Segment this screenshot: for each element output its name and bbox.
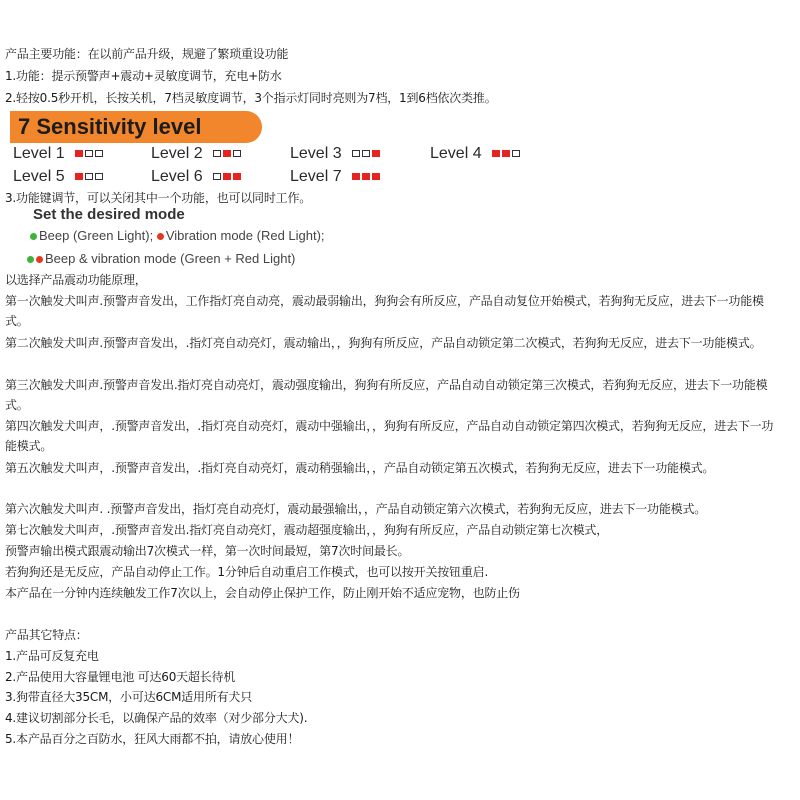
intro-line-3: 2.轻按0.5秒开机，长按关机，7档灵敏度调节，3个指示灯同时亮则为7档，1到6档依次类推。 bbox=[5, 91, 497, 105]
indicator-on bbox=[352, 173, 360, 180]
indicator-off bbox=[95, 150, 103, 157]
other-title: 产品其它特点： bbox=[5, 628, 88, 642]
other-item-5: 5.本产品百分之百防水，狂风大雨都不拍，请放心使用！ bbox=[5, 732, 300, 746]
body-p9: 若狗狗还是无反应，产品自动停止工作。1分钟后自动重启工作模式，也可以按开关按钮重启. bbox=[5, 565, 489, 579]
vibration-mode-label: Vibration mode (Red Light); bbox=[165, 228, 325, 243]
level-7 bbox=[290, 167, 380, 187]
indicator-off bbox=[512, 150, 520, 157]
indicator-on bbox=[372, 173, 380, 180]
beep-mode-label: Beep (Green Light); bbox=[39, 228, 154, 243]
indicator-on bbox=[223, 173, 231, 180]
other-item-1: 1.产品可反复充电 bbox=[5, 649, 99, 663]
level-4 bbox=[430, 144, 520, 164]
indicator-on bbox=[233, 173, 241, 180]
indicator-on bbox=[75, 173, 83, 180]
level-indicator bbox=[73, 145, 103, 162]
level-label: Level 5 bbox=[13, 168, 65, 185]
level-1 bbox=[13, 144, 103, 164]
level-5 bbox=[13, 167, 103, 187]
indicator-on bbox=[502, 150, 510, 157]
red-dot-icon bbox=[36, 256, 43, 263]
sensitivity-banner: 7 Sensitivity level bbox=[10, 111, 262, 143]
level-indicator bbox=[490, 145, 520, 162]
indicator-on bbox=[492, 150, 500, 157]
level-label: Level 6 bbox=[151, 168, 203, 185]
indicator-off bbox=[213, 173, 221, 180]
indicator-on bbox=[75, 150, 83, 157]
function-key-line: 3.功能键调节，可以关闭其中一个功能，也可以同时工作。 bbox=[5, 191, 312, 205]
indicator-on bbox=[372, 150, 380, 157]
level-3 bbox=[290, 144, 380, 164]
intro-line-1: 产品主要功能：在以前产品升级，规避了繁琐重设功能 bbox=[5, 47, 289, 61]
other-item-4: 4.建议切割部分长毛，以确保产品的效率（对少部分大犬). bbox=[5, 711, 308, 725]
indicator-off bbox=[233, 150, 241, 157]
indicator-off bbox=[213, 150, 221, 157]
level-6 bbox=[151, 167, 241, 187]
body-p0: 以选择产品震动功能原理， bbox=[5, 273, 147, 287]
level-indicator bbox=[350, 168, 380, 185]
mode-line-2 bbox=[27, 251, 295, 266]
intro-line-2: 1.功能：提示预警声+震动+灵敏度调节，充电+防水 bbox=[5, 69, 282, 83]
green-dot-icon bbox=[30, 233, 37, 240]
indicator-off bbox=[85, 150, 93, 157]
indicator-off bbox=[95, 173, 103, 180]
red-dot-icon bbox=[157, 233, 164, 240]
level-indicator bbox=[211, 145, 241, 162]
body-p3: 第三次触发犬叫声.预警声音发出.指灯亮自动亮灯，震动强度输出，狗狗有所反应，产品自动自动锁定第三次模式，若狗狗无反应，进去下一功能模式。 bbox=[5, 378, 768, 412]
indicator-off bbox=[352, 150, 360, 157]
level-label: Level 1 bbox=[13, 145, 65, 162]
body-p10: 本产品在一分钟内连续触发工作7次以上，会自动停止保护工作，防止刚开始不适应宠物，也防止伤 bbox=[5, 586, 520, 600]
level-label: Level 4 bbox=[430, 145, 482, 162]
body-p2: 第二次触发犬叫声.预警声音发出，.指灯亮自动亮灯，震动输出，，狗狗有所反应，产品自动锁定第二次模式，若狗狗无反应，进去下一功能模式。 bbox=[5, 336, 762, 350]
beep-vibration-mode-label: Beep & vibration mode (Green + Red Light) bbox=[45, 251, 296, 266]
level-indicator bbox=[211, 168, 241, 185]
level-indicator bbox=[73, 168, 103, 185]
level-label: Level 2 bbox=[151, 145, 203, 162]
level-label: Level 3 bbox=[290, 145, 342, 162]
indicator-off bbox=[85, 173, 93, 180]
mode-title: Set the desired mode bbox=[33, 206, 185, 223]
indicator-off bbox=[362, 150, 370, 157]
level-indicator bbox=[350, 145, 380, 162]
green-dot-icon bbox=[27, 256, 34, 263]
indicator-on bbox=[362, 173, 370, 180]
body-p8: 预警声输出模式跟震动输出7次模式一样，第一次时间最短，第7次时间最长。 bbox=[5, 544, 410, 558]
level-2 bbox=[151, 144, 241, 164]
body-p6: 第六次触发犬叫声. .预警声音发出，指灯亮自动亮灯，震动最强输出，，产品自动锁定第六次模式，若狗狗无反应，进去下一功能模式。 bbox=[5, 502, 707, 516]
body-p4: 第四次触发犬叫声，.预警声音发出，.指灯亮自动亮灯，震动中强输出，，狗狗有所反应，产品自动自动锁定第四次模式，若狗狗无反应，进去下一功能模式。 bbox=[5, 419, 774, 453]
body-p7: 第七次触发犬叫声，.预警声音发出.指灯亮自动亮灯，震动超强度输出，，狗狗有所反应，产品自动锁定第七次模式， bbox=[5, 523, 609, 537]
body-p1: 第一次触发犬叫声.预警声音发出，工作指灯亮自动亮，震动最弱输出，狗狗会有所反应，产品自动复位开始模式，若狗狗无反应，进去下一功能模式。 bbox=[5, 294, 764, 328]
other-item-2: 2.产品使用大容量锂电池 可达60天超长待机 bbox=[5, 670, 236, 684]
other-item-3: 3.狗带直径大35CM，小可达6CM适用所有犬只 bbox=[5, 690, 253, 704]
indicator-on bbox=[223, 150, 231, 157]
mode-line-1 bbox=[30, 228, 325, 243]
level-label: Level 7 bbox=[290, 168, 342, 185]
body-p5: 第五次触发犬叫声，.预警声音发出，.指灯亮自动亮灯，震动稍强输出，，产品自动锁定第五次模式，若狗狗无反应，进去下一功能模式。 bbox=[5, 461, 715, 475]
